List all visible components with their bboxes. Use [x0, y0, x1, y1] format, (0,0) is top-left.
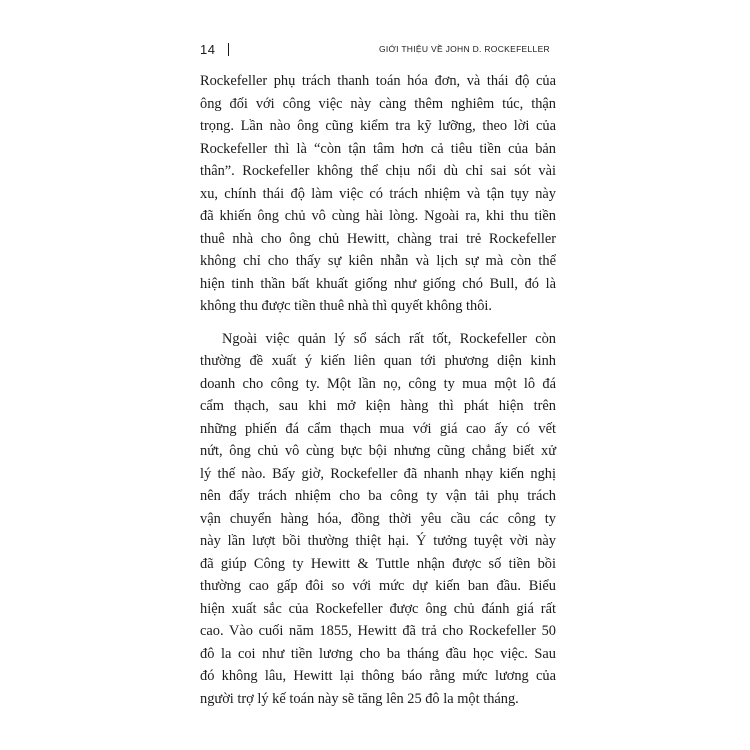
text-line: ông đối với công việc này càng thêm nghiêm túc, thận: [200, 95, 556, 112]
text-line: đã giúp Công ty Hewitt & Tuttle nhận được số tiền bồi: [200, 555, 556, 572]
text-line: trọng. Lần nào ông cũng kiểm tra kỹ lưỡng, theo lời của: [200, 118, 556, 134]
text-line: cẩm thạch, sau khi mở kiện hàng thì phát hiện trên: [200, 398, 556, 414]
text-line: đó không lâu, Hewitt lại thông báo rằng mức lương của: [200, 668, 556, 684]
text-line: Ngoài việc quản lý sổ sách rất tốt, Rockefeller còn: [222, 330, 556, 347]
page-number: 14: [200, 42, 216, 57]
text-line: thường đề xuất ý kiến liên quan tới phương diện kinh: [200, 353, 556, 369]
text-line: những phiến đá cẩm thạch mua với giá cao ấy có vết: [200, 420, 556, 437]
text-line: thuê nhà cho ông chủ Hewitt, chàng trai trẻ Rockefeller: [200, 230, 556, 247]
text-line: nên đẩy trách nhiệm cho ba công ty vận tải phụ trách: [200, 488, 556, 504]
paragraph: [200, 70, 556, 318]
running-title: GIỚI THIỆU VỀ JOHN D. ROCKEFELLER: [378, 44, 550, 54]
text-line: hiện xuất sắc của Rockefeller được ông chủ đánh giá rất: [200, 600, 556, 617]
text-line: Rockefeller thì là “còn tận tâm hơn cả tiêu tiền của bản: [200, 140, 556, 157]
header-divider: [228, 43, 229, 56]
text-line: cao. Vào cuối năm 1855, Hewitt đã trả cho Rockefeller 50: [200, 623, 556, 639]
text-line: không chỉ cho thấy sự kiên nhẫn và lịch sự mà còn thể: [200, 253, 556, 269]
text-line: lý thế nào. Bấy giờ, Rockefeller đã nhanh nhạy kiến nghị: [200, 465, 556, 482]
text-line: thân”. Rockefeller không thể chịu nổi dù chỉ sai sót vài: [200, 163, 556, 179]
text-line: đã khiến ông chủ vô cùng hài lòng. Ngoài ra, khi thu tiền: [200, 208, 556, 224]
body-text: [200, 70, 556, 710]
text-line: thường cao gấp đôi so với mức dự kiến ban đầu. Biểu: [200, 578, 556, 594]
text-line: Rockefeller phụ trách thanh toán hóa đơn, và thái độ của: [200, 73, 556, 89]
text-line: doanh cho công ty. Một lần nọ, công ty mua một lô đá: [200, 375, 556, 392]
text-line: đô la coi như tiền lương cho ba tháng đầu học việc. Sau: [200, 645, 556, 662]
text-line: người trợ lý kế toán này sẽ tăng lên 25 đô la một tháng.: [200, 690, 519, 707]
text-line: vận chuyển hàng hóa, đồng thời yêu cầu các công ty: [200, 510, 556, 527]
text-line: không thu được tiền thuê nhà thì quyết không thôi.: [200, 298, 492, 314]
page-header: [200, 42, 550, 62]
text-line: nứt, ông chủ vô cùng bực bội nhưng cũng chẳng biết xử: [200, 443, 556, 459]
text-line: xu, chính thái độ làm việc có trách nhiệm và tận tụy này: [200, 185, 556, 202]
text-line: này lần lượt bồi thường thiệt hại. Ý tưởng tuyệt vời này: [200, 533, 556, 549]
text-line: hiện tinh thần bất khuất giống như giống chó Bull, đó là: [200, 275, 556, 292]
paragraph: [200, 328, 556, 711]
